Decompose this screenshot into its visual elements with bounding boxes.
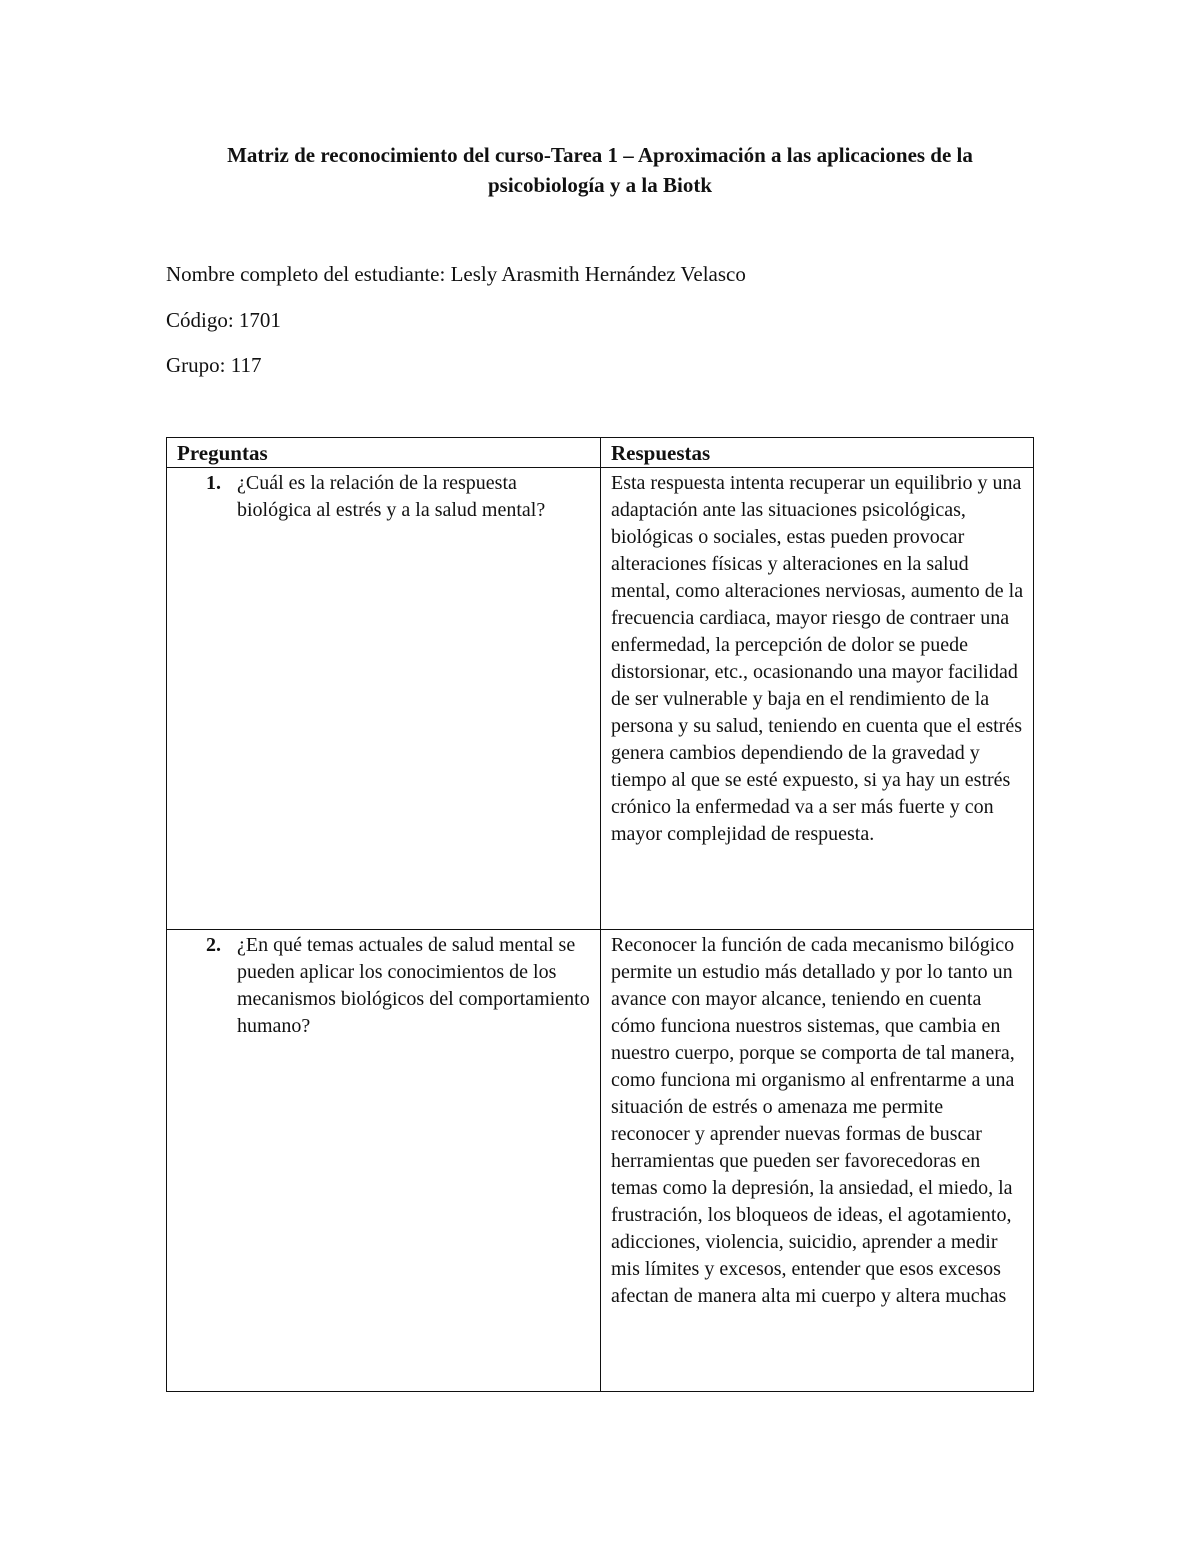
table-row — [167, 930, 1034, 1392]
answer-text: Esta respuesta intenta recuperar un equilibrio y una adaptación ante las situaciones psicológicas, biológicas o sociales, estas pueden provocar alteraciones físicas y alteraciones en la salud mental, como alteraciones nerviosas, aumento de la frecuencia cardiaca, mayor riesgo de contraer una enfermedad, la percepción de dolor se puede distorsionar, etc., ocasionando una mayor facilidad de ser vulnerable y baja en el rendimiento de la persona y su salud, teniendo en cuenta que el estrés genera cambios dependiendo de la gravedad y tiempo al que se esté expuesto, si ya hay un estrés crónico la enfermedad va a ser más fuerte y con mayor complejidad de respuesta. — [611, 472, 1024, 845]
header-respuestas: Respuestas — [601, 438, 1034, 468]
questions-table — [166, 437, 1034, 1392]
student-group: Grupo: 117 — [166, 353, 262, 377]
title-line-1: Matriz de reconocimiento del curso-Tarea 1 – Aproximación a las aplicaciones de la — [227, 143, 973, 167]
student-name: Nombre completo del estudiante: Lesly Arasmith Hernández Velasco — [166, 262, 746, 286]
table-header-row — [167, 438, 1034, 468]
answer-text: Reconocer la función de cada mecanismo bilógico permite un estudio más detallado y por lo tanto un avance con mayor alcance, teniendo en cuenta cómo funciona nuestros sistemas, que cambia en nuestro cuerpo, porque se comporta de tal manera, como funciona mi organismo al enfrentarme a una situación de estrés o amenaza me permite reconocer y aprender nuevas formas de buscar herramientas que pueden ser favorecedoras en temas como la depresión, la ansiedad, el miedo, la frustración, los bloqueos de ideas, el agotamiento, adicciones, violencia, suicidio, aprender a medir mis límites y excesos, entender que esos excesos afectan de manera alta mi cuerpo y altera muchas — [611, 934, 1015, 1307]
question-cell — [167, 468, 601, 930]
document-title — [160, 140, 1040, 200]
table-row — [167, 468, 1034, 930]
question-text: ¿En qué temas actuales de salud mental se pueden aplicar los conocimientos de los mecanismos biológicos del comportamiento humano? — [237, 934, 590, 1037]
question-cell — [167, 930, 601, 1392]
student-code: Código: 1701 — [166, 308, 281, 332]
question-number: 2. — [206, 934, 221, 956]
question-number: 1. — [206, 472, 221, 494]
answer-cell — [601, 930, 1034, 1392]
title-line-2: psicobiología y a la Biotk — [487, 173, 713, 197]
header-preguntas: Preguntas — [167, 438, 601, 468]
question-text: ¿Cuál es la relación de la respuesta biológica al estrés y a la salud mental? — [237, 472, 546, 521]
answer-cell — [601, 468, 1034, 930]
